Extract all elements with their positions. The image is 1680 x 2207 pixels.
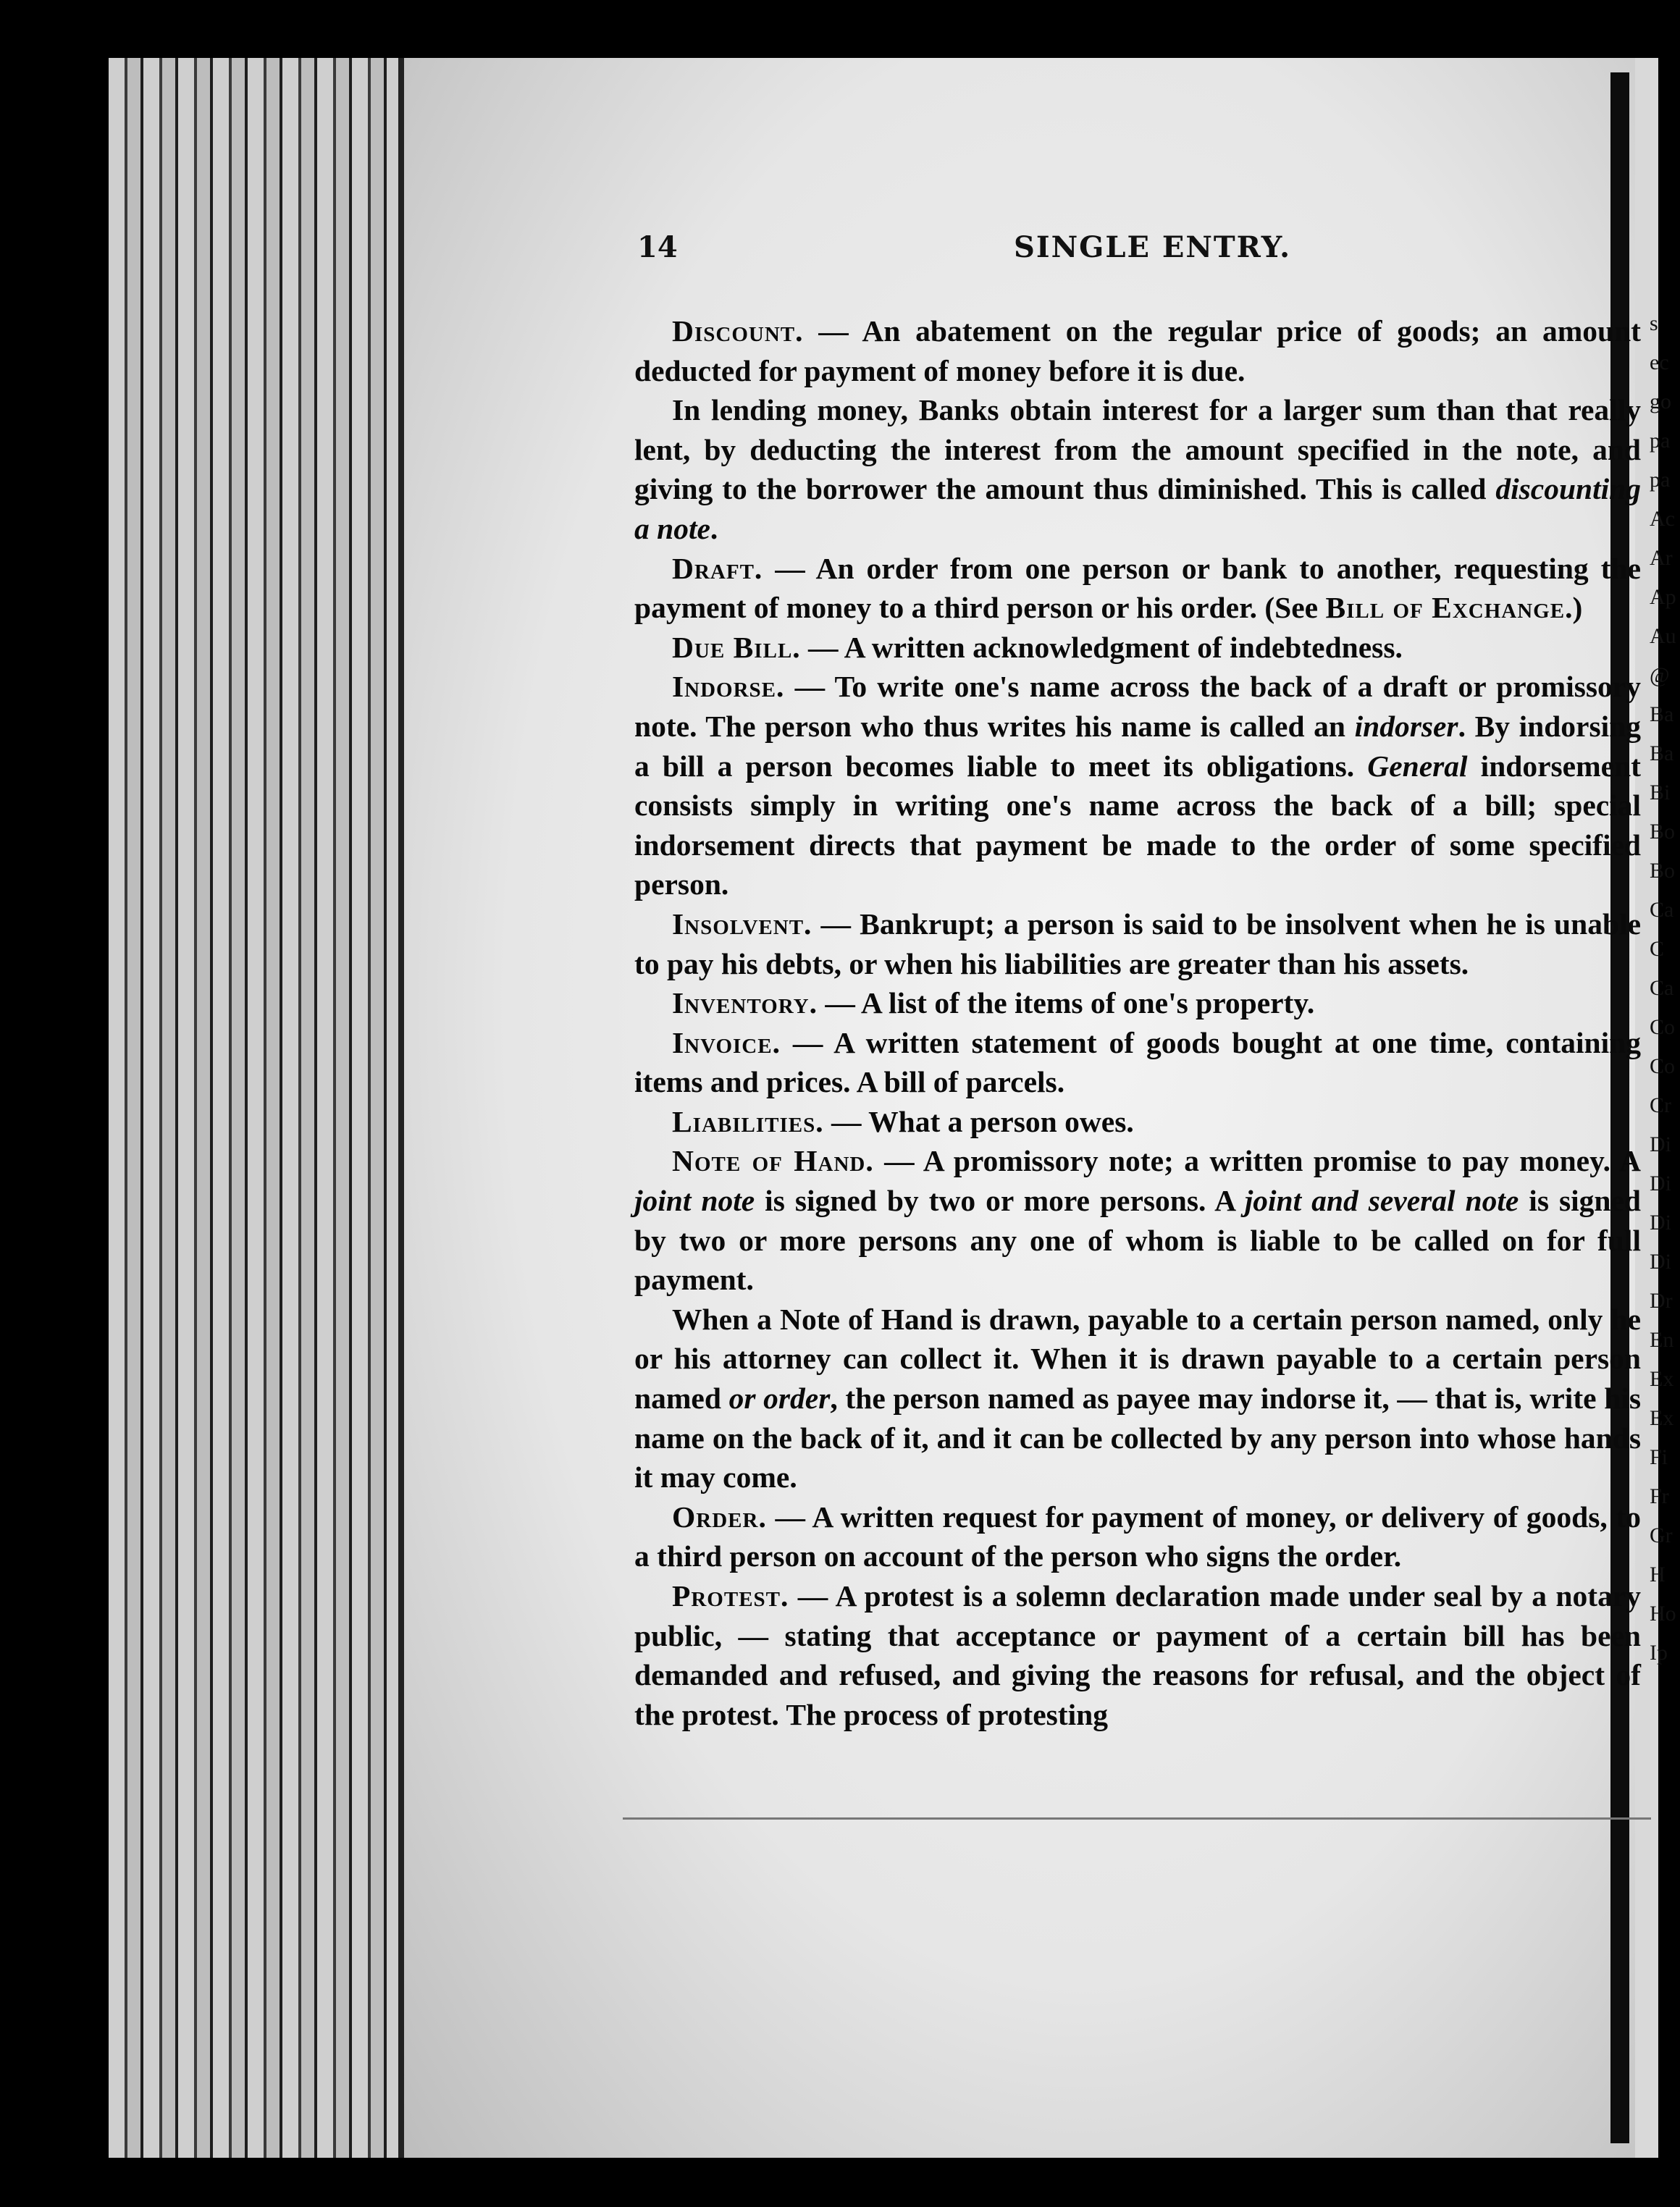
adjacent-letter: go: [1650, 390, 1671, 413]
entry-dash: —: [789, 1579, 836, 1613]
glossary-entry: [634, 628, 1641, 668]
entry-italic: or order: [728, 1382, 831, 1416]
body-text: [634, 311, 1641, 1734]
fold-line: [623, 1817, 1651, 1820]
adjacent-letter: C: [1650, 937, 1665, 961]
entry-italic: General: [1367, 749, 1468, 783]
entry-term: Draft.: [672, 551, 763, 585]
entry-text: .): [1565, 591, 1583, 625]
glossary-entry: [634, 1576, 1641, 1734]
entry-term: Indorse.: [672, 670, 785, 704]
entry-text: , the person named as payee may indorse it, — that is, write his name on the back of it, and it can be collected by any person into whose hands it may come.: [634, 1382, 1641, 1495]
adjacent-letter: Fi: [1650, 1445, 1668, 1469]
entry-italic: joint note: [634, 1184, 755, 1218]
adjacent-page-letters: [1650, 304, 1676, 1673]
entry-dash: —: [763, 551, 816, 585]
entry-text: is signed by two or more persons any one of whom is liable to be called on for full payment.: [634, 1184, 1641, 1297]
entry-text: Bankrupt; a person is said to be insolvent when he is unable to pay his debts, or when his liabilities are greater than his assets.: [634, 907, 1641, 980]
adjacent-letter: Dr: [1650, 1289, 1673, 1313]
entry-term: Protest.: [672, 1579, 789, 1613]
entry-dash: —: [803, 314, 862, 348]
entry-dash: —: [817, 986, 861, 1020]
entry-text: An abatement on the regular price of goods; an amount deducted for payment of money before it is due.: [634, 314, 1641, 387]
adjacent-letter: Bo: [1650, 820, 1676, 844]
glossary-entry: [634, 1300, 1641, 1497]
entry-text: A list of the items of one's property.: [860, 986, 1315, 1020]
glossary-entry: [634, 1141, 1641, 1299]
adjacent-letter: s: [1650, 311, 1658, 335]
page-edges: [109, 58, 417, 2158]
entry-term: Liabilities.: [672, 1104, 824, 1138]
adjacent-letter: Ba: [1650, 741, 1674, 765]
entry-italic: indorser: [1354, 709, 1458, 743]
entry-dash: —: [823, 1104, 869, 1138]
glossary-entry: [634, 390, 1641, 548]
adjacent-letter: Fr: [1650, 1484, 1669, 1508]
entry-text: A written statement of goods bought at one time, containing items and prices. A bill of parcels.: [634, 1025, 1641, 1099]
adjacent-letter: Ca: [1650, 898, 1674, 922]
adjacent-letter: ec: [1650, 350, 1669, 374]
adjacent-letter: Ex: [1650, 1406, 1674, 1430]
running-head: SINGLE ENTRY.: [1014, 230, 1292, 264]
entry-dash: —: [800, 630, 844, 664]
entry-text: What a person owes.: [868, 1104, 1134, 1138]
adjacent-letter: Au: [1650, 624, 1676, 648]
entry-dash: —: [812, 907, 860, 941]
adjacent-letter: Ba: [1650, 702, 1674, 726]
entry-text: .: [710, 511, 718, 545]
entry-text: To write one's name across the back of a draft or promissory note. The person who thus writes his name is called an: [634, 670, 1641, 743]
adjacent-letter: Di: [1650, 1250, 1671, 1274]
entry-text: In lending money, Banks obtain interest for a larger sum than that really lent, by deducting the interest from the amount specified in the note, and giving to the borrower the amount thus diminished. This is called: [634, 393, 1641, 506]
entry-text: A written acknowledgment of indebtedness.: [844, 630, 1403, 664]
adjacent-letter: Di: [1650, 1172, 1671, 1195]
entry-term: Due Bill.: [672, 630, 801, 664]
glossary-entry: [634, 983, 1641, 1023]
adjacent-letter: Ex: [1650, 1367, 1674, 1391]
entry-text: . By indorsing a bill a person becomes liable to meet its obligations.: [634, 709, 1641, 783]
entry-text: When a Note of Hand is drawn, payable to a certain person named, only he or his attorney can collect it. When it is drawn payable to a certain person named: [634, 1302, 1641, 1416]
adjacent-letter: Ap: [1650, 585, 1676, 609]
entry-dash: —: [766, 1500, 812, 1534]
entry-text: A promissory note; a written promise to pay money. A: [923, 1144, 1642, 1178]
adjacent-letter: Ip: [1650, 1641, 1668, 1665]
page-number: 14: [637, 230, 678, 264]
entry-small-caps: Bill of Exchange: [1325, 591, 1566, 625]
adjacent-letter: Ac: [1650, 507, 1675, 531]
adjacent-letter: Cr: [1650, 1093, 1671, 1117]
glossary-entry: [634, 549, 1641, 628]
entry-text: is signed by two or more persons. A: [755, 1184, 1245, 1218]
entry-term: Order.: [672, 1500, 767, 1534]
adjacent-letter: Co: [1650, 1015, 1676, 1039]
glossary-entry: [634, 904, 1641, 983]
entry-italic: discounting a note: [634, 472, 1641, 545]
entry-term: Inventory.: [672, 986, 818, 1020]
adjacent-letter: Ca: [1650, 976, 1674, 1000]
glossary-entry: [634, 1497, 1641, 1576]
adjacent-letter: Di: [1650, 1132, 1671, 1156]
entry-text: indorsement consists simply in writing one's name across the back of a bill; special indorsement directs that payment be made to the order of some specified person.: [634, 749, 1641, 901]
adjacent-letter: Gr: [1650, 1523, 1673, 1547]
adjacent-letter: H: [1650, 1563, 1666, 1586]
adjacent-letter: Co: [1650, 1054, 1676, 1078]
glossary-entry: [634, 1023, 1641, 1102]
adjacent-letter: Bi: [1650, 781, 1671, 804]
glossary-entry: [634, 1102, 1641, 1142]
adjacent-letter: @: [1650, 663, 1670, 687]
entry-dash: —: [780, 1025, 834, 1059]
adjacent-letter: pa: [1650, 429, 1671, 453]
entry-term: Insolvent.: [672, 907, 812, 941]
entry-text: A protest is a solemn declaration made under seal by a notary public, — stating that acceptance or payment of a certain bill has been demanded and refused, and giving the reasons for refusal, and the object of the protest. The process of protesting: [634, 1579, 1641, 1731]
entry-text: An order from one person or bank to another, requesting the payment of money to a third person or his order. (See: [634, 551, 1641, 625]
entry-term: Invoice.: [672, 1025, 781, 1059]
entry-term: Discount.: [672, 314, 804, 348]
glossary-entry: [634, 667, 1641, 904]
entry-text: A written request for payment of money, or delivery of goods, to a third person on account of the person who signs the order.: [634, 1500, 1641, 1573]
adjacent-letter: En: [1650, 1328, 1674, 1352]
adjacent-letter: Di: [1650, 1211, 1671, 1235]
entry-term: Note of Hand.: [672, 1144, 874, 1178]
entry-dash: —: [873, 1144, 923, 1178]
glossary-entry: [634, 311, 1641, 390]
adjacent-letter: pa: [1650, 468, 1671, 492]
adjacent-letter: Bo: [1650, 859, 1676, 883]
entry-dash: —: [784, 670, 835, 704]
entry-italic: joint and several note: [1244, 1184, 1519, 1218]
adjacent-letter: Ho: [1650, 1602, 1676, 1626]
adjacent-letter: Ar: [1650, 546, 1673, 570]
